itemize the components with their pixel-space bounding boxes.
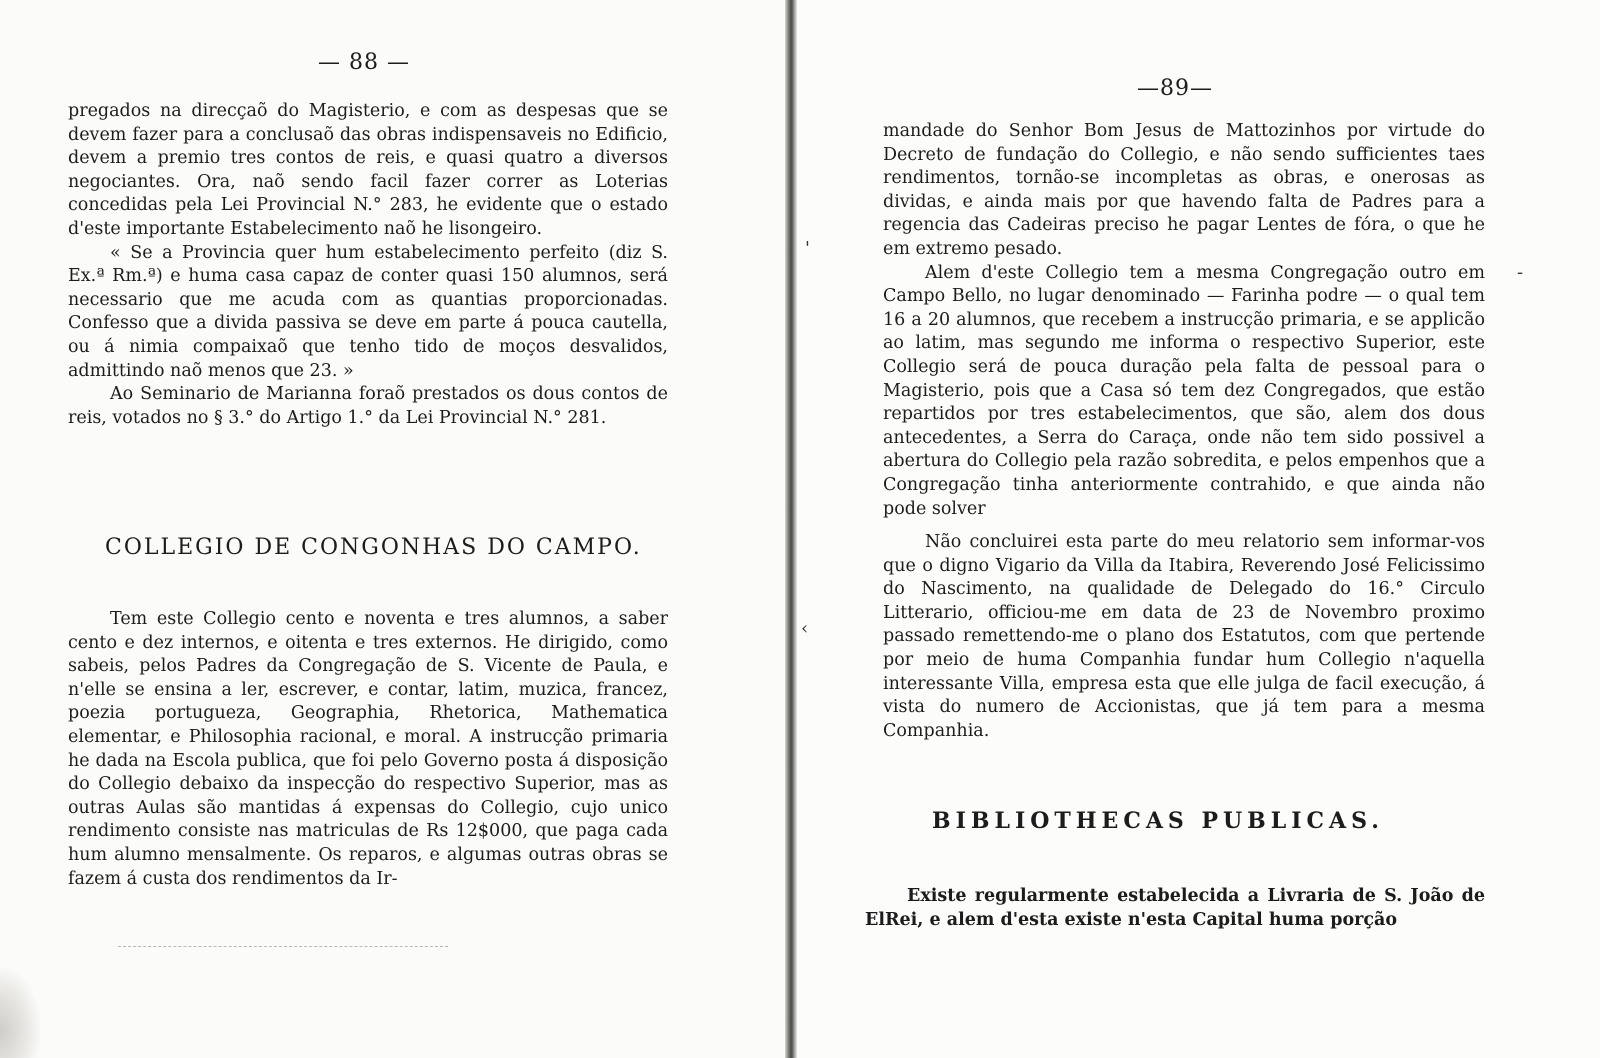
right-paragraph-2: Alem d'este Collegio tem a mesma Congregação outro em Campo Bello, no lugar denominado — Farinha podre — o qual tem 16 a 20 alumnos, que recebem a instrucção primaria, e se applicão ao latim, mas segundo me informa o respectivo Superior, este Collegio será de pouca duração pela falta de pessoal para o Magisterio, pois que a Casa só tem dez Congregados, que estão repartidos por tres estabelecimentos, que são, alem dos dous antecedentes, a Serra do Caraça, onde não tem sido possivel a abertura do Collegio pela razão sobredita, e pelos empenhos que a Congregação tinha anteriormente contrahido, e que ainda não pode solver bbox=[883, 262, 1485, 519]
left-body-top bbox=[68, 100, 668, 430]
page-number-left: — 88 — bbox=[318, 50, 410, 75]
left-paragraph-1: pregados na direcçaõ do Magisterio, e com as despesas que se devem fazer para a conclusaõ das obras indispensaveis no Edificio, devem a premio tres contos de reis, e quasi quatro a diversos negociantes. Ora, naõ sendo facil fazer correr as Loterias concedidas pela Lei Provincial N.° 283, he evidente que o estado d'este importante Estabelecimento naõ he lisongeiro. bbox=[68, 101, 668, 239]
left-paragraph-3: Ao Seminario de Marianna foraõ prestados os dous contos de reis, votados no § 3.° do Artigo 1.° da Lei Provincial N.° 281. bbox=[68, 384, 668, 428]
left-paragraph-4: Tem este Collegio cento e noventa e tres alumnos, a saber cento e dez internos, e oitenta e tres externos. He dirigido, como sabeis, pelos Padres da Congregação de S. Vicente de Paula, e n'elle se ensina a ler, escrever, e contar, latim, muzica, francez, poezia portugueza, Geographia, Rhetorica, Mathematica elementar, e Philosophia racional, e moral. A instrucção primaria he dada na Escola publica, que foi pelo Governo posta á disposição do Collegio debaixo da inspecção do respectivo Superior, mas as outras Aulas são mantidas á expensas do Collegio, cujo unico rendimento consiste nas matriculas de Rs 12$000, que paga cada hum alumno mensalmente. Os reparos, e algumas outras obras se fazem á custa dos rendimentos da Ir- bbox=[68, 609, 668, 889]
section-heading-bibliothecas: BIBLIOTHECAS PUBLICAS. bbox=[932, 808, 1384, 834]
margin-mark-1: ' bbox=[805, 238, 810, 259]
section-heading-congonhas: COLLEGIO DE CONGONHAS DO CAMPO. bbox=[105, 535, 642, 560]
page-number-right: —89— bbox=[1137, 76, 1213, 101]
margin-mark-3: - bbox=[1517, 262, 1524, 283]
right-paragraph-1: mandade do Senhor Bom Jesus de Mattozinhos por virtude do Decreto de fundação do Collegio, e não sendo sufficientes taes rendimentos, tornão-se incompletas as obras, e onerosas as dividas, e ainda mais por que havendo falta de Padres para a regencia das Cadeiras preciso he pagar Lentes de fóra, o que he em extremo pesado. bbox=[883, 121, 1485, 259]
margin-mark-2: ‹ bbox=[801, 618, 809, 639]
right-paragraph-3: Não concluirei esta parte do meu relatorio sem informar-vos que o digno Vigario da Villa da Itabira, Reverendo José Felicissimo do Nascimento, na qualidade de Delegado do 16.° Circulo Litterario, officiou-me em data de 23 de Novembro proximo passado remettendo-me o plano dos Estatutos, com que pertende por meio de huma Companhia fundar hum Collegio n'aquella interessante Villa, empresa esta que elle julga de facil execução, á vista do numero de Accionistas, que já tem para a mesma Companhia. bbox=[883, 532, 1485, 741]
left-page bbox=[0, 0, 785, 1058]
left-paragraph-2: « Se a Provincia quer hum estabelecimento perfeito (diz S. Ex.ª Rm.ª) e huma casa capaz de conter quasi 150 alumnos, será necessario que me acuda com as quantias proporcionadas. Confesso que a divida passiva se deve em parte á pouca cautella, ou á nimia compaixaõ que tenho tido de moços desvalidos, admittindo naõ menos que 23. » bbox=[68, 242, 668, 381]
right-page bbox=[797, 0, 1600, 1058]
page-corner-stain bbox=[0, 968, 40, 1058]
right-body-bottom bbox=[865, 885, 1485, 932]
right-body-top bbox=[883, 120, 1485, 743]
right-paragraph-4: Existe regularmente estabelecida a Livraria de S. João de ElRei, e alem d'esta existe n'esta Capital huma porção bbox=[865, 886, 1485, 930]
bottom-print-rule bbox=[118, 946, 448, 947]
left-body-bottom bbox=[68, 608, 668, 891]
book-gutter bbox=[785, 0, 797, 1058]
